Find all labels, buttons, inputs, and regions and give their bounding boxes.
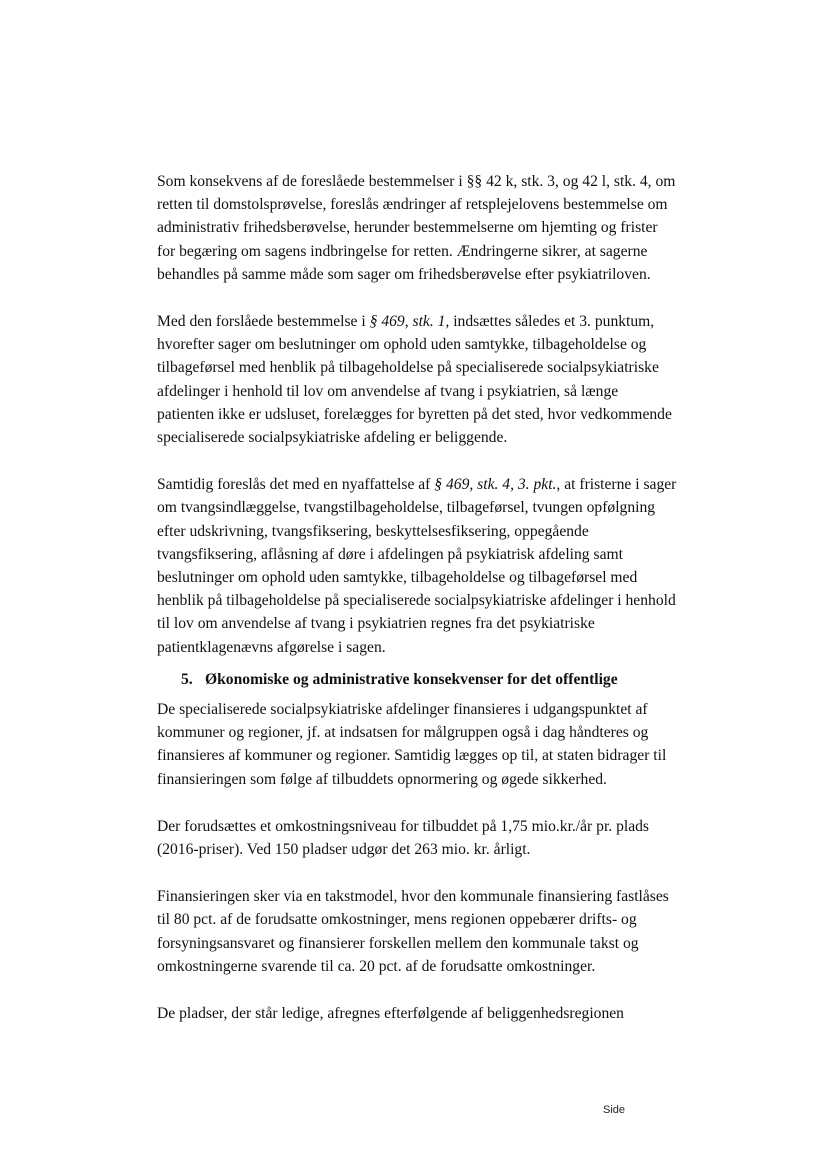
paragraph-3-text-b: , at fristerne i sager om tvangsindlæggelse, tvangstilbageholdelse, tilbageførsel, tvungen opfølgning efter udskrivning, tvangsfiksering, beskyttelsesfiksering, oppegående tvangsfiksering, aflåsning af døre i afdelingen på psykiatrisk afdeling samt beslutninger om ophold uden samtykke, tilbageholdelse og tilbageførsel med henblik på tilbageholdelse på specialiserede socialpsykiatriske afdelinger i henhold til lov om anvendelse af tvang i psykiatrien regnes fra det psykiatriske patientklagenævns afgørelse i sagen. (157, 476, 677, 656)
section-heading (157, 668, 677, 691)
paragraph-3-text-a: Samtidig foreslås det med en nyaffattelse af (157, 476, 435, 494)
paragraph-5: Der forudsættes et omkostningsniveau for tilbuddet på 1,75 mio.kr./år pr. plads (2016-priser). Ved 150 pladser udgør det 263 mio. kr. årligt. (157, 817, 649, 859)
document-body (157, 170, 677, 1025)
paragraph-3 (157, 473, 677, 659)
paragraph-1: Som konsekvens af de foreslåede bestemmelser i §§ 42 k, stk. 3, og 42 l, stk. 4, om retten til domstolsprøvelse, foreslås ændringer af retsplejelovens bestemmelse om administrativ frihedsberøvelse, herunder bestemmelserne om hjemting og frister for begæring om sagens indbringelse for retten. Ændringerne sikrer, at sagerne behandles på samme måde som sager om frihedsberøvelse efter psykiatriloven. (157, 173, 676, 283)
section-number: 5. (181, 670, 193, 688)
section-reference: § 469, stk. 4, 3. pkt. (434, 476, 557, 494)
page-footer-label: Side (603, 1104, 626, 1116)
paragraph-6: Finansieringen sker via en takstmodel, hvor den kommunale finansiering fastlåses til 80 pct. af de forudsatte omkostninger, mens regionen oppebærer drifts- og forsyningsansvaret og finansierer forskellen mellem den kommunale takst og omkostningerne svarende til ca. 20 pct. af de forudsatte omkostninger. (157, 888, 669, 975)
paragraph-7: De pladser, der står ledige, afregnes efterfølgende af beliggenhedsregionen (157, 1005, 624, 1023)
paragraph-2-text-b: indsættes således et 3. punktum, hvorefter sager om beslutninger om ophold uden samtykke, tilbageholdelse og tilbageførsel med henblik på tilbageholdelse på specialiserede socialpsykiatriske afdelinger i henhold til lov om anvendelse af tvang i psykiatrien, så længe patienten ikke er udsluset, forelægges for byretten på det sted, hvor vedkommende specialiserede socialpsykiatriske afdeling er beliggende. (157, 313, 672, 447)
paragraph-4: De specialiserede socialpsykiatriske afdelinger finansieres i udgangspunktet af kommuner og regioner, jf. at indsatsen for målgruppen også i dag håndteres og finansieres af kommuner og regioner. Samtidig lægges op til, at staten bidrager til finansieringen som følge af tilbuddets opnormering og øgede sikkerhed. (157, 701, 667, 788)
paragraph-2 (157, 310, 677, 449)
section-reference: § 469, stk. 1, (369, 313, 450, 331)
paragraph-2-text-a: Med den forslåede bestemmelse i (157, 313, 370, 331)
section-title: Økonomiske og administrative konsekvenser for det offentlige (205, 670, 618, 688)
